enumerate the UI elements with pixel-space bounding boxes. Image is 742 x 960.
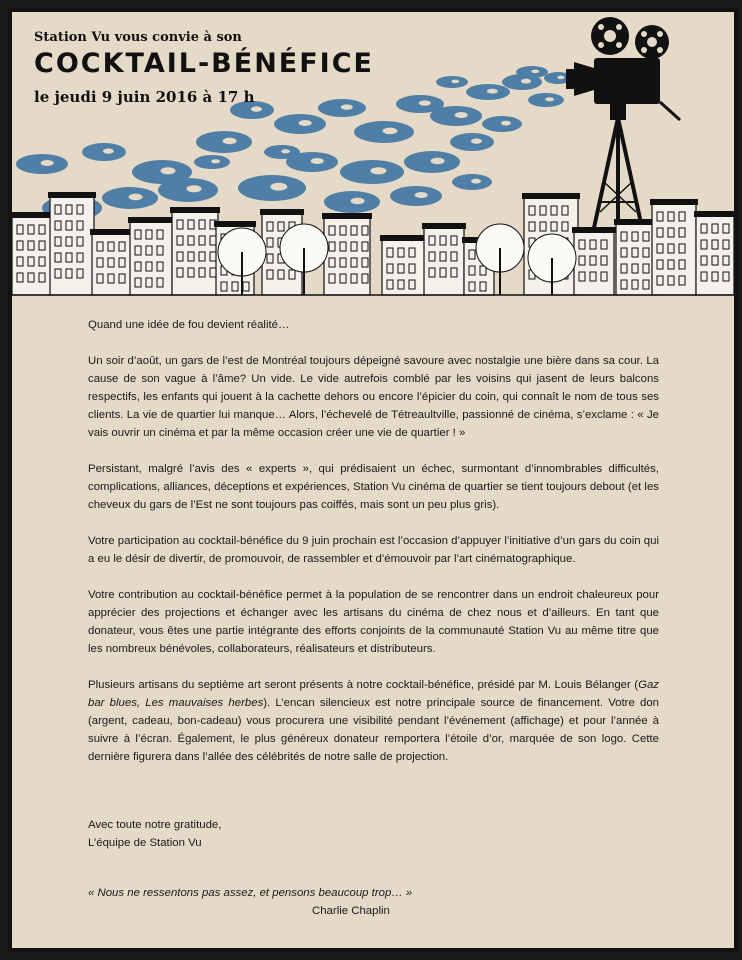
film-reel-hole [531,70,539,74]
film-reel-hole [451,80,459,84]
paragraph-artisans-end: ). L’encan silencieux est notre principale source de financement. Votre don (argent, cadeau, bon-cadeau) vous procurera une visibilité pendant l’événement (affichage) et pour l’année à suivre à l’écran. Également, le plus généreux donateur remportera l’étoile d’or, marquée de son logo. Cette dernière figurera dans l’allée des célébrités de notre salle de projection. [88,697,660,763]
event-title: COCKTAIL-BÉNÉFICE [34,48,374,79]
building [422,223,466,295]
film-reel-hole [270,183,287,191]
building [650,199,698,295]
film-reel-hole [471,138,482,143]
building [12,212,54,295]
building [694,211,734,295]
film-reel-hole [370,167,386,174]
paragraph-artisans [88,676,659,766]
film-reel-hole [341,104,353,109]
film-reel-hole [419,100,431,105]
film-reel-hole [187,185,202,192]
building [322,213,372,295]
building [572,227,616,295]
film-reel-hole [557,76,564,80]
letter-body [88,316,659,784]
film-reel-hole [129,194,143,201]
film-reel-hole [501,121,511,126]
film-reel-hole [251,106,262,111]
paragraph-participation: Votre participation au cocktail-bénéfice du 9 juin prochain est l’occasion d’appuyer l’initiative d’un gars du coin qui a eu le désir de divertir, de promouvoir, de rassembler et d’émouvoir par l’art cinématographique. [88,535,659,565]
paragraph-story: Un soir d’août, un gars de l’est de Montréal toujours dépeigné savoure avec nostalgie une bière dans sa cour. La cause de son vague à l’âme? Un vide. Le vide autrefois comblé par les voisins qui jasent de leurs balcons respectifs, les enfants qui jouent à la cachette dehors ou encore l’épicier du coin, qui connaît le nom de tous ses clients. La vie de quartier lui manque… Alors, l’échevelé de Tétreaultville, passionné de cinéma, s’exclame : « Je vais ouvrir un cinéma et par la même occasion créer une vie de quartier ! » [88,355,659,439]
film-reel-hole [415,192,428,198]
closing [88,816,221,852]
paragraph-artisans-start: Plusieurs artisans du septième art seront présents à notre cocktail-bénéfice, présidé par M. Louis Bélanger ( [88,679,639,691]
film-reel-hole [103,148,114,153]
quote-author: Charlie Chaplin [312,905,390,917]
intro-line: Quand une idée de fou devient réalité… [88,319,290,331]
film-titles: Gaz bar blues, Les mauvaises herbes [88,679,659,709]
building [48,192,96,295]
event-date: le jeudi 9 juin 2016 à 17 h [34,88,255,106]
paragraph-persistence: Persistant, malgré l’avis des « experts », qui prédisaient un échec, surmontant d’innombrables difficultés, complications, alliances, déceptions et expériences, Station Vu cinéma de quartier se tient toujours debout (et les cheveux du gars de l’Est ne sont toujours pas coiffés, mais sont un peu plus gris). [88,463,659,511]
film-reel-hole [545,97,554,101]
quote-text: « Nous ne ressentons pas assez, et pensons beaucoup trop… » [88,887,413,899]
building [170,207,220,295]
closing-signature: L’équipe de Station Vu [88,837,202,849]
closing-gratitude: Avec toute notre gratitude, [88,819,222,831]
film-reel-hole [281,149,290,153]
film-projector-icon [566,17,680,120]
film-reel-hole [471,179,481,184]
film-reel-hole [455,112,468,118]
building [380,235,428,295]
film-reel-hole [211,159,220,163]
film-reel-hole [299,120,312,126]
building [128,217,174,295]
building [90,229,134,295]
film-reel-hole [161,167,176,174]
paragraph-contribution: Votre contribution au cocktail-bénéfice permet à la population de se rencontrer dans un endroit chaleureux pour apprécier des projections et échanger avec les artisans du cinéma de chez nous et d’ailleurs. En tant que donateur, vous êtes une partie intégrante des efforts conjoints de la communauté Station Vu au même titre que les nombreux bénévoles, collaborateurs, réalisateurs et distributeurs. [88,589,659,655]
invite-line: Station Vu vous convie à son [34,30,242,45]
film-reel-hole [521,79,531,84]
film-reel-hole [431,158,445,165]
film-reel-hole [311,158,324,164]
film-reel-hole [487,89,498,94]
film-reel-hole [351,198,365,205]
film-reel-hole [223,138,237,145]
invitation-page [8,8,738,952]
film-reel-hole [41,160,54,166]
film-reel-hole [383,128,398,135]
